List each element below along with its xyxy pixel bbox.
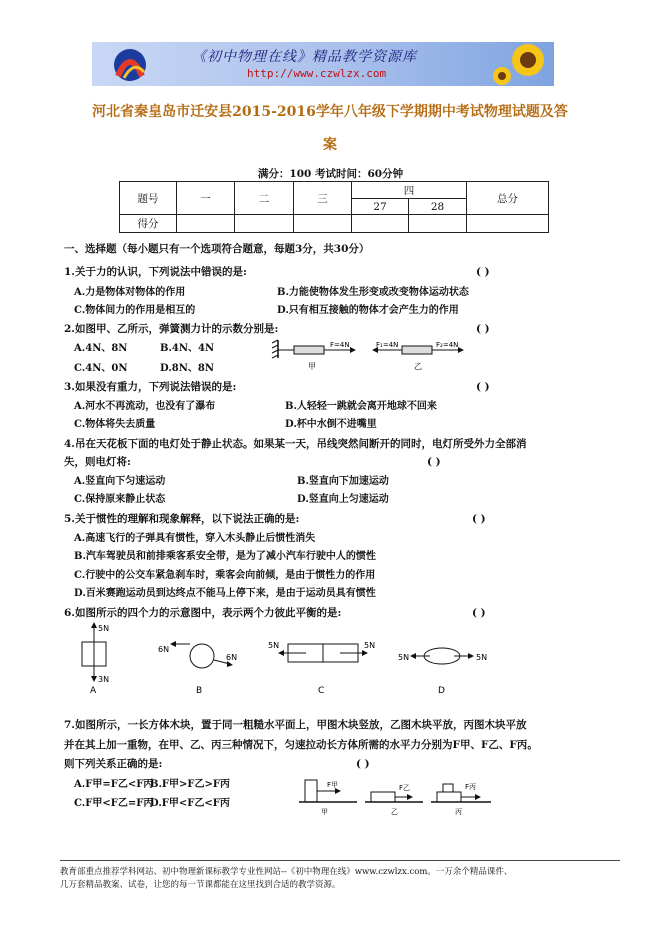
q6-a-top-label: 5N bbox=[98, 624, 110, 633]
q3-option-c: C.物体将失去质量 bbox=[74, 419, 156, 430]
score-sub-27: 27 bbox=[352, 199, 409, 215]
q3-option-d: D.杯中水倒不进嘴里 bbox=[285, 419, 377, 430]
exam-meta: 满分：100 考试时间：60分钟 bbox=[257, 168, 404, 180]
q2-option-b: B.4N、4N bbox=[160, 343, 215, 354]
q4-option-c: C.保持原来静止状态 bbox=[74, 494, 166, 505]
q1-stem: 1.关于力的认识，下列说法中错误的是: bbox=[64, 266, 247, 278]
q7-force-yi: F乙 bbox=[399, 784, 411, 792]
q2-force-label-f: F=4N bbox=[330, 341, 350, 349]
q7-label-yi: 乙 bbox=[391, 808, 398, 816]
q7-ground-yi bbox=[365, 784, 423, 816]
section-heading: 一、选择题（每小题只有一个选项符合题意，每题3分，共30分） bbox=[64, 243, 370, 255]
q6-b-right-label: 6N bbox=[226, 653, 238, 662]
q5-option-c: C.行驶中的公交车紧急刹车时，乘客会向前倾，是由于惯性力的作用 bbox=[74, 570, 376, 581]
q2-answer-paren: ( ) bbox=[476, 323, 490, 335]
q7-force-bing: F丙 bbox=[465, 783, 477, 791]
score-header-2: 二 bbox=[235, 182, 294, 215]
q5-option-a: A.高速飞行的子弹具有惯性，穿入木头静止后惯性消失 bbox=[74, 533, 316, 544]
score-row-label: 得分 bbox=[120, 215, 177, 233]
q7-option-c: C.F甲<F乙=F丙 bbox=[74, 798, 154, 809]
q6-diagram-a bbox=[82, 622, 109, 696]
q7-label-jia: 甲 bbox=[321, 808, 328, 816]
q4-stem: 4.吊在天花板下面的电灯处于静止状态。如果某一天，吊线突然间断开的同时，电灯所受外力全部消 bbox=[64, 438, 527, 450]
q6-a-letter: A bbox=[90, 686, 97, 696]
q1-option-c: C.物体间力的作用是相互的 bbox=[74, 305, 196, 316]
score-table bbox=[119, 181, 549, 233]
footer-line1: 教育部重点推荐学科网站、初中物理新课标教学专业性网站--《初中物理在线》www.czwlzx.com。一万余个精品课件、 bbox=[60, 867, 513, 877]
sunflower-icon bbox=[490, 42, 550, 86]
q4-stem-cont: 失，则电灯将: bbox=[64, 456, 131, 468]
score-header-total: 总分 bbox=[467, 182, 549, 215]
wall-icon bbox=[272, 340, 278, 358]
q6-a-bottom-label: 3N bbox=[98, 675, 110, 684]
q2-option-c: C.4N、0N bbox=[74, 363, 128, 374]
q3-stem: 3.如果没有重力，下列说法错误的是: bbox=[64, 381, 237, 393]
q6-diagram-c bbox=[268, 641, 375, 696]
q2-option-a: A.4N、8N bbox=[74, 343, 128, 354]
q5-stem: 5.关于惯性的理解和现象解释，以下说法正确的是: bbox=[64, 513, 300, 525]
q2-force-label-f2: F₂=4N bbox=[436, 341, 459, 349]
footer-line2: 几万套精品教案、试卷，让您的每一节课都能在这里找到合适的教学资源。 bbox=[60, 880, 341, 890]
q6-diagram-d bbox=[398, 648, 487, 696]
footer bbox=[60, 866, 620, 892]
q2-force-label-f1: F₁=4N bbox=[376, 341, 399, 349]
q7-answer-paren: ( ) bbox=[356, 758, 370, 770]
q6-b-letter: B bbox=[196, 686, 203, 696]
q7-option-d: D.F甲<F乙<F丙 bbox=[150, 798, 230, 809]
score-header-label: 题号 bbox=[120, 182, 177, 215]
q3-option-a: A.河水不再流动，也没有了瀑布 bbox=[74, 401, 216, 412]
score-sub-28: 28 bbox=[409, 199, 467, 215]
q6-c-right-label: 5N bbox=[364, 641, 376, 650]
q7-stem: 7.如图所示，一长方体木块，置于同一粗糙水平面上，甲图木块竖放，乙图木块平放，丙图木块平放 bbox=[64, 719, 527, 731]
q5-option-d: D.百米赛跑运动员到达终点不能马上停下来，是由于运动员具有惯性 bbox=[74, 588, 376, 599]
q3-option-b: B.人轻轻一跳就会离开地球不回来 bbox=[285, 401, 437, 412]
q7-stem-cont2: 则下列关系正确的是: bbox=[64, 758, 163, 770]
q6-c-letter: C bbox=[318, 686, 325, 696]
q7-force-jia: F甲 bbox=[327, 781, 339, 789]
paper-title-line1: 河北省秦皇岛市迁安县2015-2016学年八年级下学期期中考试物理试题及答 bbox=[92, 104, 568, 120]
header-banner bbox=[92, 42, 554, 86]
q5-option-b: B.汽车驾驶员和前排乘客系安全带，是为了减小汽车行驶中人的惯性 bbox=[74, 551, 376, 562]
q7-block-figure bbox=[295, 770, 495, 816]
q7-ground-bing bbox=[431, 783, 491, 816]
q3-answer-paren: ( ) bbox=[476, 381, 490, 393]
paper-title-line2: 案 bbox=[323, 137, 337, 153]
q6-d-left-label: 5N bbox=[398, 653, 410, 662]
q2-option-d: D.8N、8N bbox=[160, 363, 214, 374]
q2-label-jia: 甲 bbox=[308, 362, 316, 371]
q7-stem-cont: 并在其上加一重物，在甲、乙、丙三种情况下，匀速拉动长方体所需的水平力分别为F甲、F乙、F丙。 bbox=[64, 739, 538, 751]
q7-ground-jia bbox=[299, 780, 357, 816]
q1-answer-paren: ( ) bbox=[476, 266, 490, 278]
banner-url: http://www.czwlzx.com bbox=[247, 67, 387, 80]
q6-d-letter: D bbox=[438, 686, 445, 696]
q1-option-b: B.力能使物体发生形变或改变物体运动状态 bbox=[277, 287, 469, 298]
logo-icon bbox=[110, 46, 150, 84]
score-header-1: 一 bbox=[177, 182, 235, 215]
q6-d-right-label: 5N bbox=[476, 653, 488, 662]
q2-spring-scale-figure bbox=[270, 338, 470, 372]
score-header-3: 三 bbox=[294, 182, 352, 215]
q6-c-left-label: 5N bbox=[268, 641, 280, 650]
q4-option-d: D.竖直向上匀速运动 bbox=[297, 494, 389, 505]
q6-answer-paren: ( ) bbox=[472, 607, 486, 619]
footer-divider bbox=[60, 860, 620, 861]
q4-option-b: B.竖直向下加速运动 bbox=[297, 476, 389, 487]
q4-option-a: A.竖直向下匀速运动 bbox=[74, 476, 166, 487]
q7-option-b: B.F甲>F乙>F丙 bbox=[150, 779, 230, 790]
spring-scale-jia bbox=[294, 346, 324, 354]
q6-b-left-label: 6N bbox=[158, 645, 170, 654]
q6-force-diagrams bbox=[70, 620, 510, 696]
q6-stem: 6.如图所示的四个力的示意图中，表示两个力彼此平衡的是: bbox=[64, 607, 342, 619]
q7-label-bing: 丙 bbox=[455, 808, 462, 816]
q1-option-a: A.力是物体对物体的作用 bbox=[74, 287, 186, 298]
spring-scale-yi bbox=[402, 346, 432, 354]
q2-stem: 2.如图甲、乙所示，弹簧测力计的示数分别是: bbox=[64, 323, 279, 335]
banner-title: 《初中物理在线》精品教学资源库 bbox=[192, 49, 417, 65]
q1-option-d: D.只有相互接触的物体才会产生力的作用 bbox=[277, 305, 459, 316]
score-header-4: 四 bbox=[352, 182, 467, 199]
q2-label-yi: 乙 bbox=[414, 362, 422, 371]
q6-diagram-b bbox=[158, 641, 237, 696]
q7-option-a: A.F甲=F乙<F丙 bbox=[74, 779, 154, 790]
q5-answer-paren: ( ) bbox=[472, 513, 486, 525]
q4-answer-paren: ( ) bbox=[427, 456, 441, 468]
